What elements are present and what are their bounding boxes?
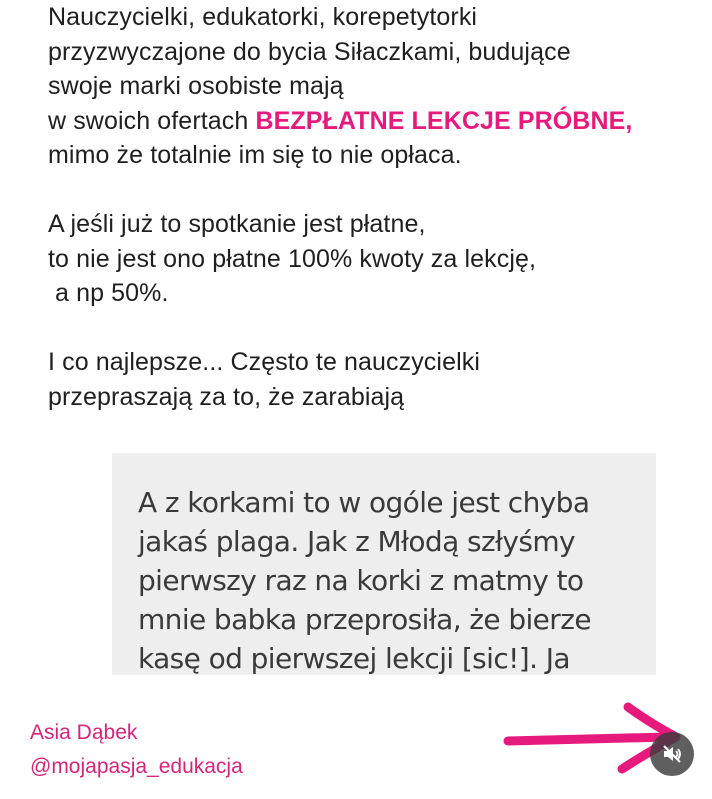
- paragraph-3: [48, 345, 688, 414]
- quote-line: jakaś plaga. Jak z Młodą szłyśmy: [138, 525, 576, 558]
- text-line: swoje marki osobiste mają: [48, 72, 344, 100]
- author-signature: [30, 716, 243, 784]
- quote-line: mnie babka przeprosiła, że bierze: [138, 603, 591, 636]
- text-line: I co najlepsze... Często te nauczycielki: [48, 348, 480, 376]
- post-text: [48, 0, 688, 414]
- text-line: mimo że totalnie im się to nie opłaca.: [48, 141, 462, 169]
- text-line: przepraszają za to, że zarabiają: [48, 382, 405, 411]
- quote-line: pierwszy raz na korki z matmy to: [138, 564, 584, 597]
- author-handle: @mojapasja_edukacja: [30, 755, 243, 778]
- text-line: to nie jest ono płatne 100% kwoty za lekcję,: [48, 244, 537, 273]
- quote-line: kasę od pierwszej lekcji [sic!]. Ja: [138, 642, 570, 675]
- highlighted-text: BEZPŁATNE LEKCJE PRÓBNE,: [255, 106, 633, 135]
- text-line: Nauczycielki, edukatorki, korepetytorki: [48, 3, 478, 31]
- text-line: [48, 104, 688, 139]
- author-name: Asia Dąbek: [30, 721, 138, 744]
- paragraph-2: [48, 207, 688, 311]
- text-line: przyzwyczajone do bycia Siłaczkami, budujące: [48, 37, 571, 66]
- paragraph-1: [48, 0, 688, 173]
- quoted-message-text: [138, 483, 648, 678]
- text-fragment: w swoich ofertach: [48, 106, 256, 135]
- speaker-muted-icon: [660, 742, 684, 766]
- text-line: a np 50%.: [48, 279, 169, 307]
- quoted-message-screenshot: [112, 453, 656, 675]
- text-line: A jeśli już to spotkanie jest płatne,: [48, 210, 426, 238]
- mute-button[interactable]: [650, 732, 694, 776]
- quote-line: A z korkami to w ogóle jest chyba: [138, 486, 590, 519]
